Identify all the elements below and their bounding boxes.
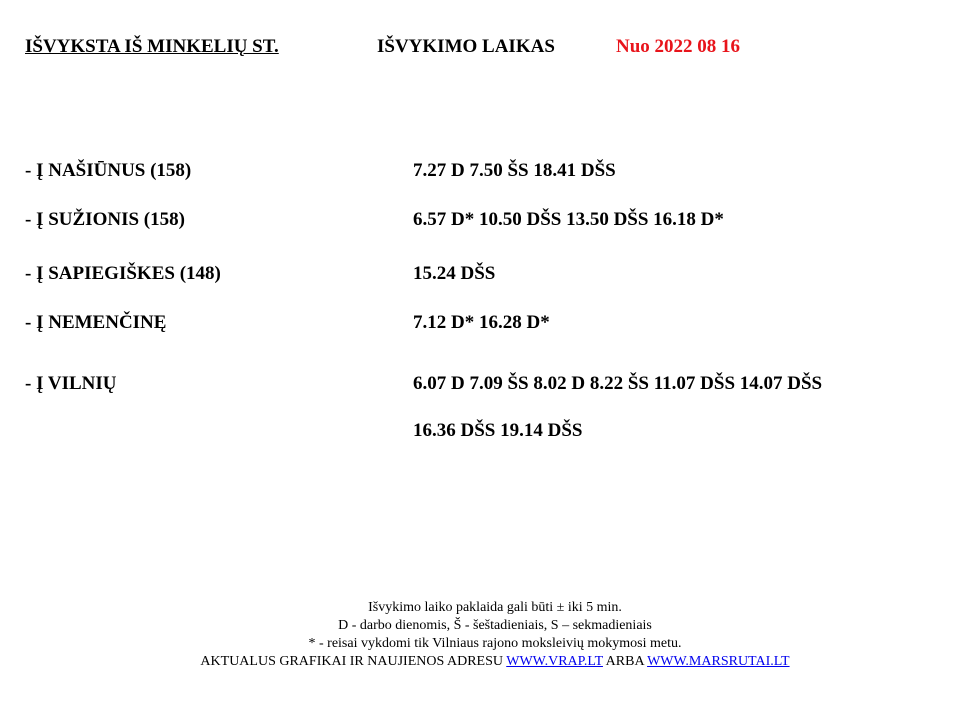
route-destination-nasiunai: - Į NAŠIŪNUS (158) <box>25 160 192 181</box>
route-times-vilnius-cont: 16.36 DŠS 19.14 DŠS <box>413 420 583 441</box>
header-station: IŠVYKSTA IŠ MINKELIŲ ST. <box>25 36 279 57</box>
footer-links-mid: ARBA <box>602 654 648 669</box>
footer-legend-note: D - darbo dienomis, Š - šeštadieniais, S – sekmadieniais <box>338 618 652 633</box>
footer-asterisk-note: * - reisai vykdomi tik Vilniaus rajono moksleivių mokymosi metu. <box>308 636 682 651</box>
footer-notes <box>0 599 962 671</box>
route-times-suzionys: 6.57 D* 10.50 DŠS 13.50 DŠS 16.18 D* <box>413 209 724 230</box>
route-times-sapiegiskes: 15.24 DŠS <box>413 263 496 284</box>
footer-links-prefix: AKTUALUS GRAFIKAI IR NAUJIENOS ADRESU <box>200 654 507 669</box>
route-destination-suzionys: - Į SUŽIONIS (158) <box>25 209 185 230</box>
route-destination-sapiegiskes: - Į SAPIEGIŠKES (148) <box>25 263 221 284</box>
vrap-link[interactable]: WWW.VRAP.LT <box>506 654 603 669</box>
route-destination-vilnius: - Į VILNIŲ <box>25 373 117 394</box>
footer-links-line <box>0 653 962 671</box>
header-valid-from: Nuo 2022 08 16 <box>616 36 741 57</box>
header-departure-label: IŠVYKIMO LAIKAS <box>377 36 555 57</box>
route-times-nemencine: 7.12 D* 16.28 D* <box>413 312 550 333</box>
footer-tolerance-note: Išvykimo laiko paklaida gali būti ± iki 5 min. <box>368 600 622 615</box>
route-destination-nemencine: - Į NEMENČINĘ <box>25 312 167 333</box>
marsrutai-link[interactable]: WWW.MARSRUTAI.LT <box>647 654 790 669</box>
route-times-vilnius: 6.07 D 7.09 ŠS 8.02 D 8.22 ŠS 11.07 DŠS 14.07 DŠS <box>413 373 823 394</box>
route-times-nasiunai: 7.27 D 7.50 ŠS 18.41 DŠS <box>413 160 616 181</box>
